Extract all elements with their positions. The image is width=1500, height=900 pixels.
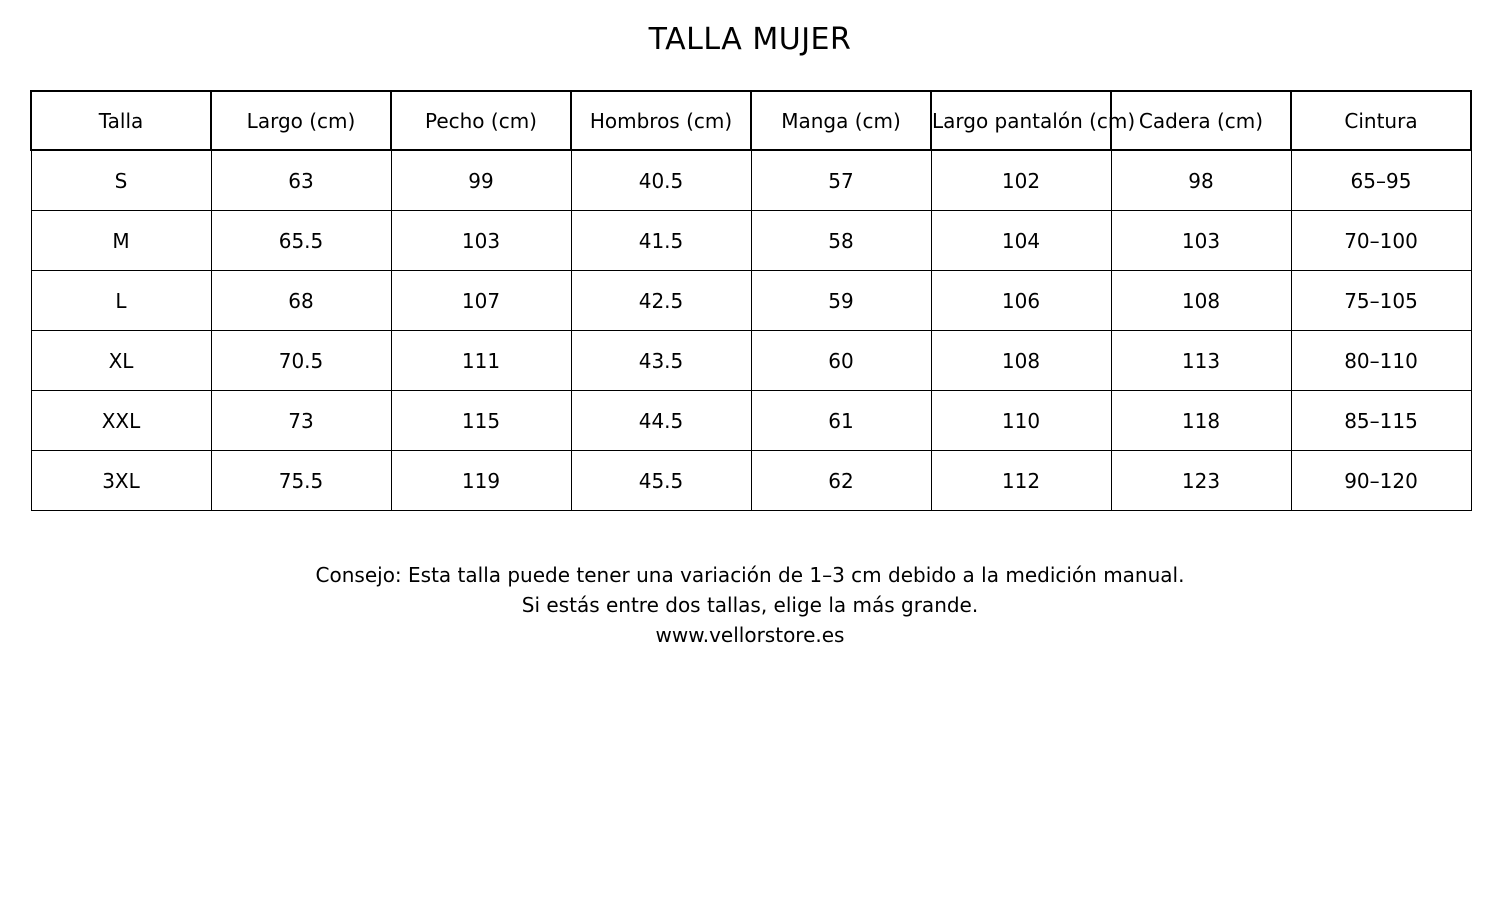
header-talla: Talla: [31, 91, 211, 150]
table-cell: 65.5: [211, 211, 391, 271]
table-cell: 108: [1111, 271, 1291, 331]
table-row: [31, 150, 1471, 211]
notes-section: [0, 560, 1500, 650]
table-cell: XXL: [31, 391, 211, 451]
size-advice: Si estás entre dos tallas, elige la más grande.: [521, 593, 979, 617]
table-cell: 57: [751, 150, 931, 211]
table-cell: S: [31, 150, 211, 211]
table-cell: 3XL: [31, 451, 211, 511]
table-cell: 44.5: [571, 391, 751, 451]
table-cell: 98: [1111, 150, 1291, 211]
table-cell: 103: [1111, 211, 1291, 271]
table-cell: 99: [391, 150, 571, 211]
table-cell: 75–105: [1291, 271, 1471, 331]
table-cell: 63: [211, 150, 391, 211]
table-cell: 103: [391, 211, 571, 271]
header-manga: Manga (cm): [751, 91, 931, 150]
table-cell: 111: [391, 331, 571, 391]
table-cell: 107: [391, 271, 571, 331]
table-cell: 90–120: [1291, 451, 1471, 511]
table-row: [31, 271, 1471, 331]
table-cell: 65–95: [1291, 150, 1471, 211]
table-cell: 85–115: [1291, 391, 1471, 451]
measurement-tip: Consejo: Esta talla puede tener una variación de 1–3 cm debido a la medición manual.: [315, 563, 1185, 587]
table-cell: 118: [1111, 391, 1291, 451]
table-cell: 80–110: [1291, 331, 1471, 391]
table-cell: 40.5: [571, 150, 751, 211]
table-cell: 70–100: [1291, 211, 1471, 271]
table-cell: 75.5: [211, 451, 391, 511]
table-cell: 61: [751, 391, 931, 451]
header-pecho: Pecho (cm): [391, 91, 571, 150]
table-cell: 112: [931, 451, 1111, 511]
size-chart-table: [30, 90, 1472, 511]
table-header-row: [31, 91, 1471, 150]
header-largo-pantalon: Largo pantalón (cm): [931, 91, 1111, 150]
header-hombros: Hombros (cm): [571, 91, 751, 150]
table-cell: L: [31, 271, 211, 331]
table-cell: 41.5: [571, 211, 751, 271]
table-cell: 45.5: [571, 451, 751, 511]
table-cell: M: [31, 211, 211, 271]
header-cintura: Cintura: [1291, 91, 1471, 150]
table-cell: 102: [931, 150, 1111, 211]
table-cell: 113: [1111, 331, 1291, 391]
table-cell: 108: [931, 331, 1111, 391]
table-cell: 115: [391, 391, 571, 451]
table-cell: XL: [31, 331, 211, 391]
website-url: www.vellorstore.es: [655, 623, 845, 647]
table-cell: 119: [391, 451, 571, 511]
table-cell: 59: [751, 271, 931, 331]
table-cell: 110: [931, 391, 1111, 451]
table-cell: 62: [751, 451, 931, 511]
table-cell: 70.5: [211, 331, 391, 391]
table-cell: 73: [211, 391, 391, 451]
table-row: [31, 391, 1471, 451]
table-cell: 104: [931, 211, 1111, 271]
header-cadera: Cadera (cm): [1111, 91, 1291, 150]
table-cell: 43.5: [571, 331, 751, 391]
table-cell: 58: [751, 211, 931, 271]
table-cell: 106: [931, 271, 1111, 331]
table-cell: 123: [1111, 451, 1291, 511]
table-cell: 60: [751, 331, 931, 391]
page-title: TALLA MUJER: [648, 22, 852, 57]
table-row: [31, 451, 1471, 511]
table-cell: 42.5: [571, 271, 751, 331]
table-row: [31, 331, 1471, 391]
table-row: [31, 211, 1471, 271]
table-cell: 68: [211, 271, 391, 331]
header-largo: Largo (cm): [211, 91, 391, 150]
